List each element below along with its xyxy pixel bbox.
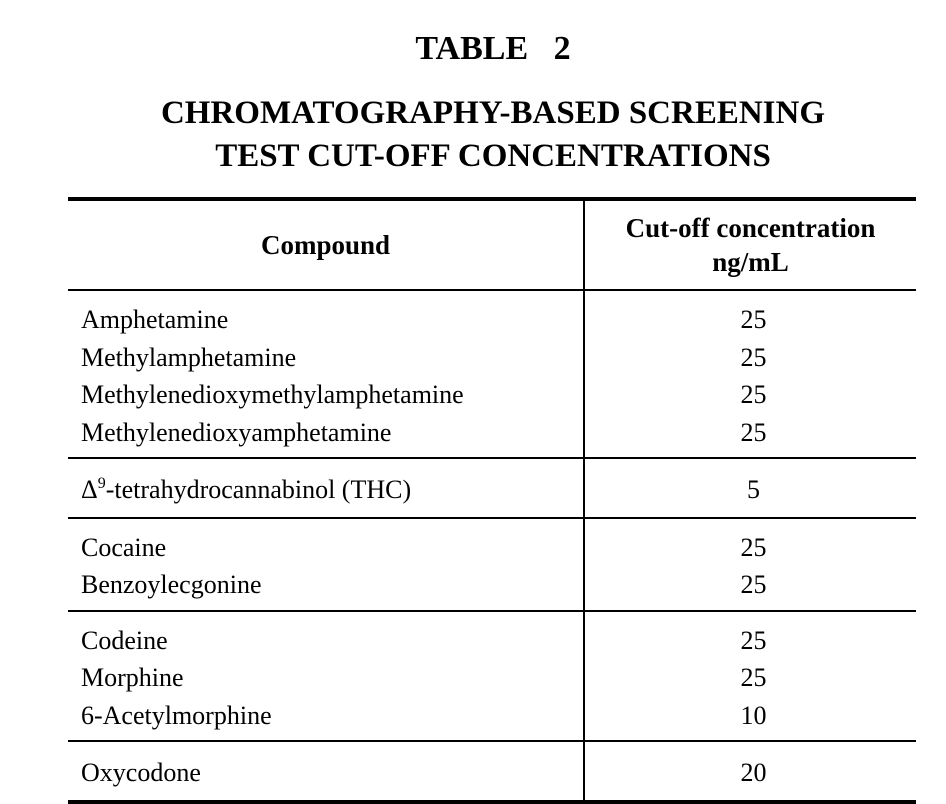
cutoff-value: 20 [740, 758, 767, 787]
cutoff-value: 25 [740, 305, 767, 334]
compound-name: Oxycodone [81, 758, 201, 787]
column-header-compound: Compound [68, 199, 584, 290]
compound-name: 6-Acetylmorphine [81, 700, 272, 730]
compound-name [81, 471, 583, 509]
cutoff-cell [584, 611, 916, 742]
table-number: TABLE 2 [415, 30, 571, 67]
cutoff-value: 25 [740, 417, 767, 447]
column-header-cutoff [584, 199, 916, 290]
cutoff-value: 25 [740, 570, 767, 599]
cutoff-value: 25 [740, 532, 767, 562]
compound-name: Methylamphetamine [81, 342, 297, 372]
table-row-group [68, 741, 916, 802]
cutoff-value: 5 [747, 475, 760, 504]
cutoff-cell [584, 741, 916, 802]
cutoff-cell [584, 458, 916, 518]
table-title-line: TEST CUT-OFF CONCENTRATIONS [215, 138, 771, 174]
table-title [0, 92, 946, 178]
compound-cell [68, 458, 584, 518]
cutoff-cell [584, 290, 916, 458]
compound-name-rest: -tetrahydrocannabinol (THC) [105, 475, 412, 504]
cutoff-table [68, 197, 916, 804]
cutoff-value: 25 [740, 380, 767, 409]
compound-name: Cocaine [81, 532, 167, 562]
cutoff-value: 25 [740, 342, 767, 372]
compound-cell [68, 290, 584, 458]
cutoff-cell [584, 518, 916, 611]
compound-name: Benzoylecgonine [81, 570, 262, 599]
delta-symbol: Δ [81, 475, 98, 504]
compound-name: Codeine [81, 625, 168, 655]
compound-name: Morphine [81, 663, 184, 692]
compound-cell [68, 611, 584, 742]
compound-name: Methylenedioxyamphetamine [81, 417, 392, 447]
table-row-group [68, 518, 916, 611]
cutoff-value: 25 [740, 625, 767, 655]
column-header-cutoff-label: Cut-off concentration [625, 213, 876, 243]
compound-name: Amphetamine [81, 305, 229, 334]
table-row-group [68, 458, 916, 518]
table-title-line: CHROMATOGRAPHY-BASED SCREENING [160, 95, 826, 131]
table-row-group [68, 611, 916, 742]
cutoff-value: 10 [740, 700, 767, 730]
compound-name: Methylenedioxymethylamphetamine [81, 380, 464, 409]
column-header-cutoff-unit: ng/mL [712, 247, 789, 277]
compound-cell [68, 518, 584, 611]
table-header-row [68, 199, 916, 290]
superscript: 9 [97, 475, 106, 492]
cutoff-value: 25 [740, 663, 767, 692]
table-row-group [68, 290, 916, 458]
compound-cell [68, 741, 584, 802]
